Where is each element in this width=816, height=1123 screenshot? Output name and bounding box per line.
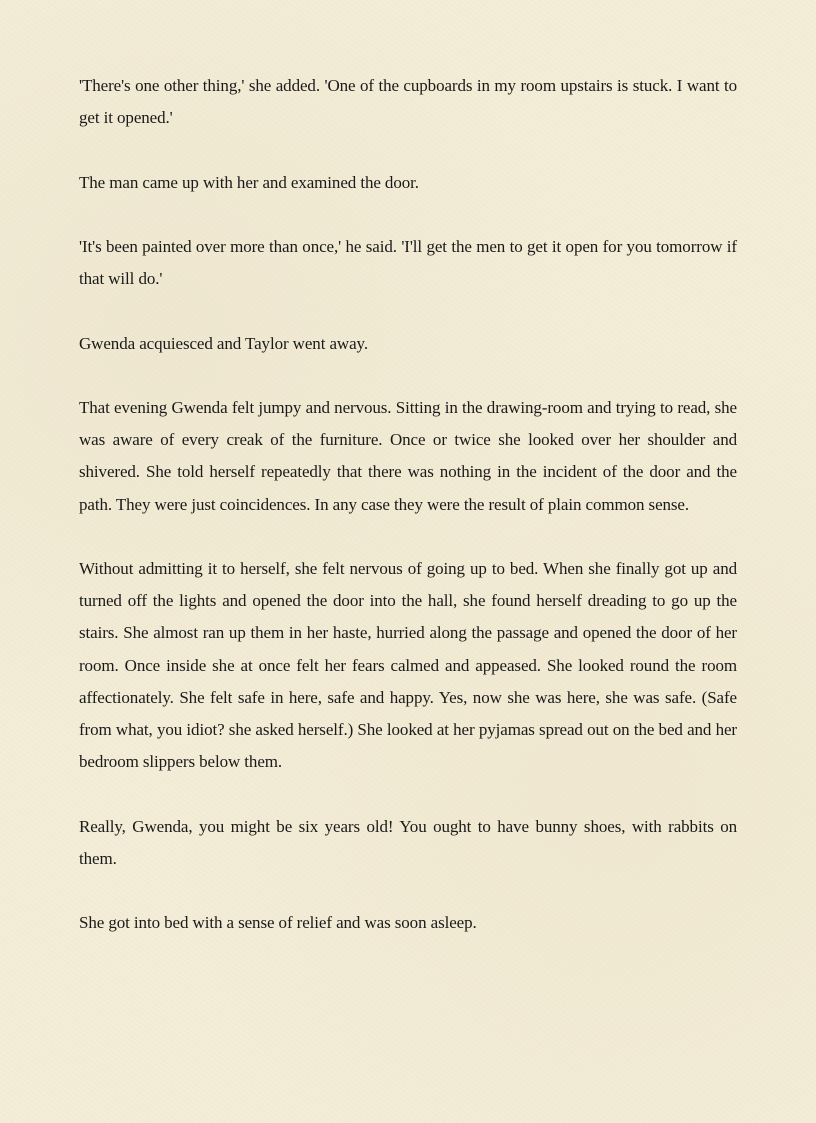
- paragraph-going-to-bed: Without admitting it to herself, she felt nervous of going up to bed. When she finally got up and turned off the lights and opened the door into the hall, she found herself dreading to go up the stairs. She almost ran up them in her haste, hurried along the passage and opened the door of her room. Once inside she at once felt her fears calmed and appeased. She looked round the room affectionately. She felt safe in here, safe and happy. Yes, now she was here, she was safe. (Safe from what, you idiot? she asked herself.) She looked at her pyjamas spread out on the bed and her bedroom slippers below them.: [79, 558, 737, 772]
- paragraph-bunny-shoes: Really, Gwenda, you might be six years old! You ought to have bunny shoes, with rabbits on them.: [79, 816, 737, 868]
- paragraph-man-examined-door: The man came up with her and examined the door.: [79, 172, 419, 192]
- paragraph-painted-over: 'It's been painted over more than once,' he said. 'I'll get the men to get it open for you tomorrow if that will do.': [79, 236, 737, 289]
- paragraph-evening-nervous: That evening Gwenda felt jumpy and nervous. Sitting in the drawing-room and trying to read, she was aware of every creak of the furniture. Once or twice she looked over her shoulder and shivered. She told herself repeatedly that there was nothing in the incident of the door and the path. They were just coincidences. In any case they were the result of plain common sense.: [79, 397, 737, 514]
- paragraph-taylor-went-away: Gwenda acquiesced and Taylor went away.: [79, 333, 368, 353]
- paragraph-cupboard-request: 'There's one other thing,' she added. 'One of the cupboards in my room upstairs is stuck. I want to get it opened.': [79, 76, 737, 128]
- paragraph-soon-asleep: She got into bed with a sense of relief and was soon asleep.: [79, 913, 477, 933]
